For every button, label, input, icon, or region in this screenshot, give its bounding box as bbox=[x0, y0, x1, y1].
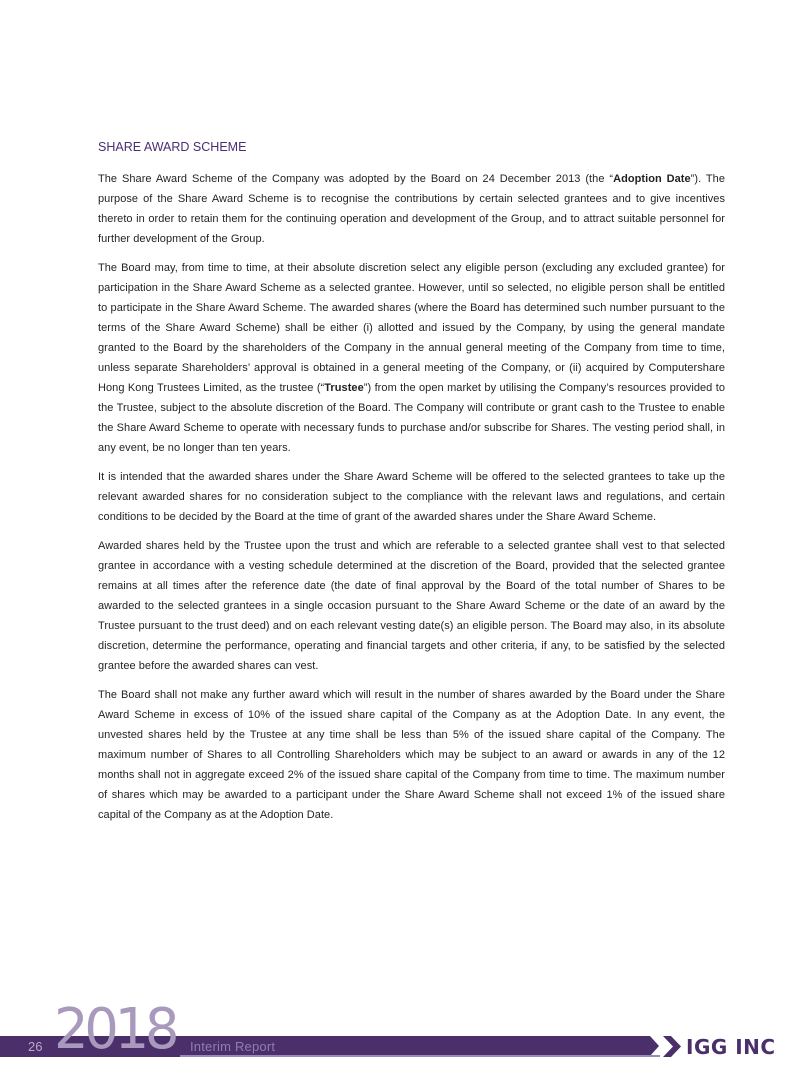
paragraph-text: ”) from the open market by utilising the Company’s resources provided to the Trustee, subject to the absolute discretion of the Board. The Company will contribute or grant cash to the Trustee to enable the Share Award Scheme to operate with necessary funds to purchase and/or subscribe for Shares. The vesting period shall, in any event, be no longer than ten years. bbox=[98, 382, 725, 454]
paragraph-adoption bbox=[98, 169, 725, 249]
paragraph-vesting bbox=[98, 536, 725, 676]
paragraph-intention bbox=[98, 467, 725, 527]
footer-bar-arrow-tip bbox=[650, 1036, 659, 1056]
document-body bbox=[98, 138, 725, 834]
paragraph-text: The Share Award Scheme of the Company was adopted by the Board on 24 December 2013 (the “ bbox=[98, 173, 614, 185]
paragraph-text: ”). The purpose of the Share Award Scheme is to recognise the contributions by certain selected grantees and to give incentives thereto in order to retain them for the continuing operation and development of the Group, and to attract suitable personnel for further development of the Group. bbox=[98, 173, 725, 245]
page-footer bbox=[0, 997, 800, 1085]
paragraph-eligibility bbox=[98, 258, 725, 458]
paragraph-text: The Board shall not make any further award which will result in the number of shares awarded by the Board under the Share Award Scheme in excess of 10% of the issued share capital of the Company as at the Adoption Date. In any event, the unvested shares held by the Trustee at any time shall be less than 5% of the issued share capital of the Company. The maximum number of Shares to all Controlling Shareholders which may be subject to an award or awards in any of the 12 months shall not in aggregate exceed 2% of the issued share capital of the Company from time to time. The maximum number of shares which may be awarded to a participant under the Share Award Scheme shall not exceed 1% of the issued share capital of the Company as at the Adoption Date. bbox=[98, 689, 725, 821]
paragraph-text: It is intended that the awarded shares under the Share Award Scheme will be offered to the selected grantees to take up the relevant awarded shares for no consideration subject to the compliance with the relevant laws and regulations, and certain conditions to be decided by the Board at the time of grant of the awarded shares under the Share Award Scheme. bbox=[98, 471, 725, 523]
footer-underline bbox=[180, 1055, 660, 1057]
report-label: Interim Report bbox=[190, 1039, 276, 1054]
paragraph-text: Awarded shares held by the Trustee upon the trust and which are referable to a selected grantee shall vest to that selected grantee in accordance with a vesting schedule determined at the discretion of the Board, provided that the selected grantee remains at all times after the reference date (the date of final approval by the Board of the total number of Shares to be awarded to the selected grantees in a single occasion pursuant to the Share Award Scheme or the date of an award by the Trustee pursuant to the trust deed) and on each relevant vesting date(s) an eligible person. The Board may also, in its absolute discretion, determine the performance, operating and financial targets and other criteria, if any, to be satisfied by the selected grantee before the awarded shares can vest. bbox=[98, 540, 725, 672]
section-title: SHARE AWARD SCHEME bbox=[98, 140, 247, 154]
page-number: 26 bbox=[28, 1039, 43, 1054]
defined-term: Trustee bbox=[324, 382, 364, 394]
defined-term: Adoption Date bbox=[613, 173, 691, 185]
report-year: 2018 bbox=[54, 997, 176, 1062]
paragraph-limits bbox=[98, 685, 725, 825]
chevron-right-icon bbox=[663, 1036, 681, 1057]
paragraph-text: The Board may, from time to time, at their absolute discretion select any eligible person (excluding any excluded grantee) for participation in the Share Award Scheme as a selected grantee. However, until so selected, no eligible person shall be entitled to participate in the Share Award Scheme. The awarded shares (where the Board has determined such number pursuant to the terms of the Share Award Scheme) shall be either (i) allotted and issued by the Company, by using the general mandate granted to the Board by the shareholders of the Company in the annual general meeting of the Company from time to time, unless separate Shareholders’ approval is obtained in a general meeting of the Company, or (ii) acquired by Computershare Hong Kong Trustees Limited, as the trustee (“ bbox=[98, 262, 725, 394]
brand-logo: IGG INC bbox=[686, 1035, 776, 1059]
